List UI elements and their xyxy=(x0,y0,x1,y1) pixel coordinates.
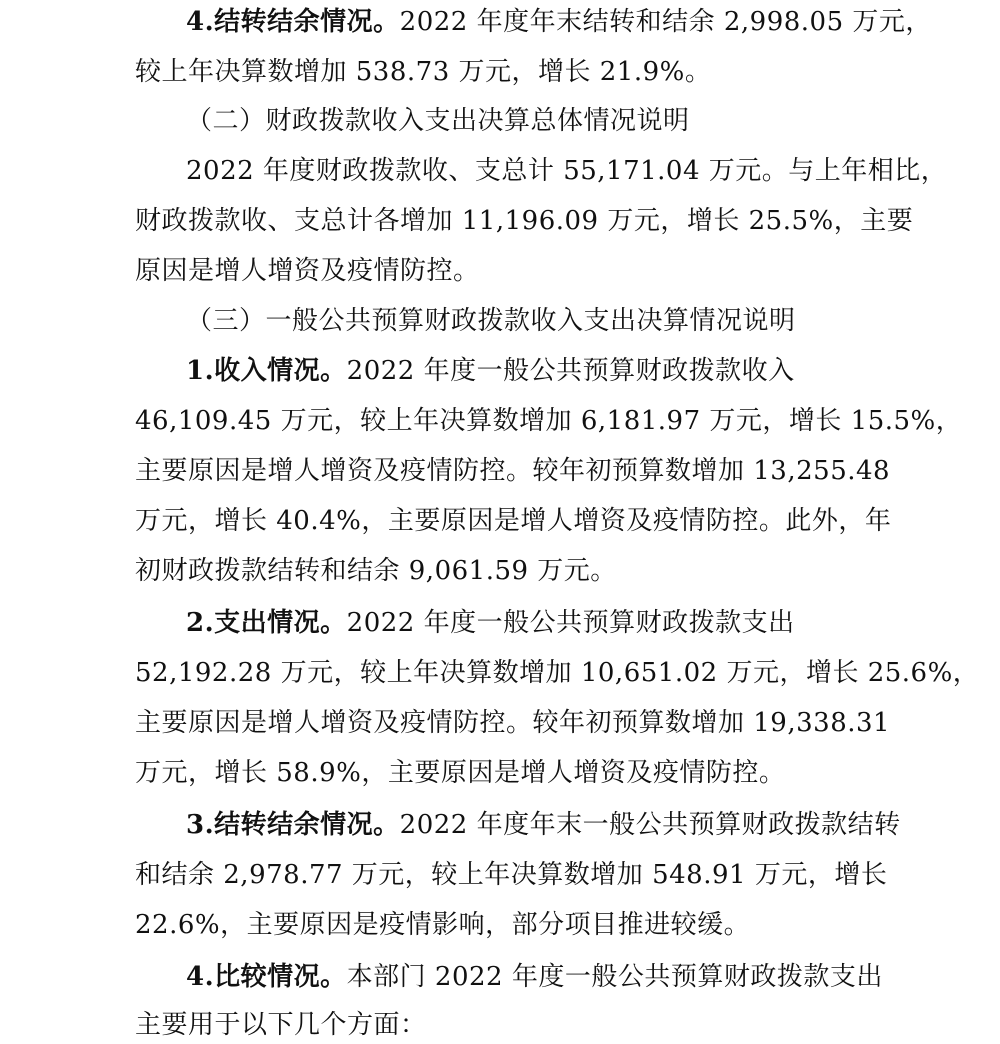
paragraph-text: 原因是增人增资及疫情防控。 xyxy=(135,256,480,286)
paragraph-text: 万元，增长 58.9%，主要原因是增人增资及疫情防控。 xyxy=(135,758,786,788)
paragraph-text: 2022 年度年末一般公共预算财政拨款结转 xyxy=(399,810,901,840)
paragraph-line xyxy=(135,55,711,89)
paragraph-text: 本部门 2022 年度一般公共预算财政拨款支出 xyxy=(346,962,883,992)
paragraph-lead: 3.结转结余情况。 xyxy=(186,810,400,840)
paragraph-text: 2022 年度一般公共预算财政拨款收入 xyxy=(346,356,795,386)
paragraph-text: 初财政拨款结转和结余 9,061.59 万元。 xyxy=(135,556,617,586)
section-heading xyxy=(186,304,796,338)
section-heading-text: （二）财政拨款收入支出决算总体情况说明 xyxy=(186,106,690,136)
paragraph-text: 46,109.45 万元，较上年决算数增加 6,181.97 万元，增长 15.5%， xyxy=(135,406,963,436)
paragraph-line xyxy=(135,706,890,740)
paragraph-text: 2022 年度一般公共预算财政拨款支出 xyxy=(346,608,795,638)
paragraph-text: 主要原因是增人增资及疫情防控。较年初预算数增加 19,338.31 xyxy=(135,708,891,738)
paragraph-lead: 4.结转结余情况。 xyxy=(186,7,400,37)
paragraph-income-line xyxy=(186,354,795,388)
paragraph-expense-line xyxy=(186,606,795,640)
paragraph-text: 主要用于以下几个方面： xyxy=(135,1010,427,1040)
paragraph-balance-line xyxy=(186,808,901,842)
paragraph-line xyxy=(186,154,947,188)
paragraph-lead: 2.支出情况。 xyxy=(186,608,347,638)
paragraph-line xyxy=(135,254,480,288)
paragraph-text: 和结余 2,978.77 万元，较上年决算数增加 548.91 万元，增长 xyxy=(135,860,888,890)
paragraph-line xyxy=(135,858,887,892)
paragraph-text: 主要原因是增人增资及疫情防控。较年初预算数增加 13,255.48 xyxy=(135,456,891,486)
paragraph-line xyxy=(135,504,891,538)
paragraph-text: 2022 年度财政拨款收、支总计 55,171.04 万元。与上年相比， xyxy=(186,156,948,186)
section-heading xyxy=(186,104,690,138)
paragraph-text: 52,192.28 万元，较上年决算数增加 10,651.02 万元，增长 25.6%， xyxy=(135,658,980,688)
paragraph-line xyxy=(135,404,962,438)
paragraph-carryover-line xyxy=(186,5,932,39)
paragraph-line xyxy=(135,204,913,238)
paragraph-text: 万元，增长 40.4%，主要原因是增人增资及疫情防控。此外，年 xyxy=(135,506,892,536)
paragraph-comparison-line xyxy=(186,960,883,994)
paragraph-line xyxy=(135,656,979,690)
paragraph-text: 22.6%，主要原因是疫情影响，部分项目推进较缓。 xyxy=(135,910,751,940)
paragraph-line xyxy=(135,756,785,790)
paragraph-lead: 1.收入情况。 xyxy=(186,356,347,386)
section-heading-text: （三）一般公共预算财政拨款收入支出决算情况说明 xyxy=(186,306,796,336)
paragraph-text: 2022 年度年末结转和结余 2,998.05 万元， xyxy=(399,7,932,37)
paragraph-line xyxy=(135,908,750,942)
paragraph-text: 较上年决算数增加 538.73 万元，增长 21.9%。 xyxy=(135,57,712,87)
paragraph-line xyxy=(135,1008,427,1042)
paragraph-line xyxy=(135,454,890,488)
paragraph-line xyxy=(135,554,617,588)
paragraph-text: 财政拨款收、支总计各增加 11,196.09 万元，增长 25.5%，主要 xyxy=(135,206,914,236)
paragraph-lead: 4.比较情况。 xyxy=(186,962,347,992)
